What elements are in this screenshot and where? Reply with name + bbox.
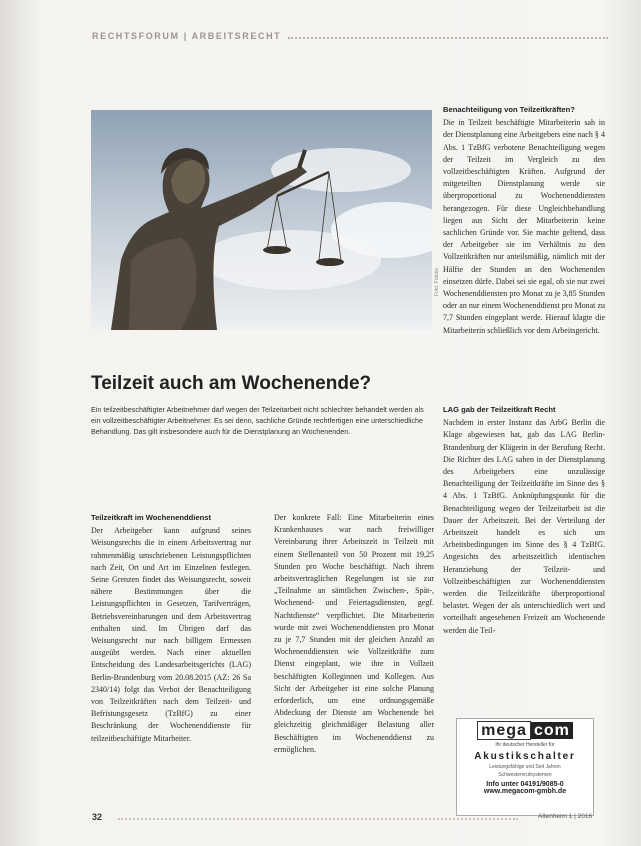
- ad-line-2: Schwesternrufsystemen: [498, 772, 552, 778]
- ad-product: Akustikschalter: [474, 751, 576, 762]
- column-2-text: Der konkrete Fall: Eine Mitarbeiterin eines Krankenhauses war nach freiwilliger Vereinbarung ihrer Arbeitszeit in Teilzeit mit einem Stellenanteil von 50 Prozent mit 19,25 Stunden pro Woche beschäftigt. Nach ihrem arbeitsvertraglichen Regelungen ist sie zur „Teilnahme an sämtlichen Zwischen-, Spät-, Wochenend- und Feiertagsdiensten, gegf. Nachtdienste“ verpflichtet. Die Mitarbeiterin wurde mit zwei Wochenenddiensten pro Monat zu je 7,7 Stunden mit der gleichen Anzahl an Wochenenddiensten wie Vollzeitkräfte zum Dienst eingeplant, wie ihre in Vollzeit beschäftigten Kolleginnen und Kollegen. Aus Sicht der Arbeitgeber ist eine solche Planung erforderlich, um eine ordnungsgemäße Abdeckung der Dienste am Wochenende bei gleichzeitig gleichmäßiger Belastung aller Beschäftigten im Wochenenddienst zu ermöglichen.: [274, 513, 434, 754]
- article-lead: Ein teilzeitbeschäftigter Arbeitnehmer darf wegen der Teilzeitarbeit nicht schlechter behandelt werden als ein vollzeitbeschäftigter Arbeitnehmer. Es sei denn, sachliche Gründe rechtfertigen eine unterschiedliche Behandlung. Das gilt insbesondere auch für die Dienstplanung an Wochenenden.: [91, 405, 424, 437]
- subheading-benachteiligung: Benachteiligung von Teilzeitkräften?: [443, 105, 575, 114]
- article-column-3-top: [443, 104, 605, 337]
- footer-dotted-rule: [118, 818, 518, 820]
- column-3a-text: Die in Teilzeit beschäftigte Mitarbeiterin sah in der Dienstplanung eine Arbeitgebers eine nach § 4 Abs. 1 TzBfG verbotene Benachteiligung wegen der Teilzeit im Vergleich zu den vollzeitbeschäftigten Kräften. Aufgrund der mitgeteilten Dienstplanung werde sie überproportional zu Wochenenddiensten herangezogen. Für diese Ungleichbehandlung liegen aus Sicht der Mitarbeiterin keine sachlichen Gründe vor. Sie machte geltend, dass der Arbeitgeber sie im Verhältnis zu den Vollzeitkräften nur anteilsmäßig, nämlich mit der Hälfte der Stunden an den Wochenenden einsetzen dürfe. Dabei sei sie egal, ob sie nur zwei Wochenenddiensten pro Monat zu je 3,85 Stunden oder an nur einem Wochenenddienst pro Monat zu 7,7 Stunden eingeplant werde. Hierauf klagte die Mitarbeiterin schließlich vor dem Arbeitsgericht.: [443, 118, 605, 335]
- page-number: 32: [92, 812, 103, 822]
- subheading-lag: LAG gab der Teilzeitkraft Recht: [443, 405, 556, 414]
- magazine-issue: Altenheim 1 | 2016: [538, 813, 593, 820]
- article-title: Teilzeit auch am Wochenende?: [91, 373, 372, 394]
- justitia-photo: [91, 110, 432, 330]
- column-1-text: Der Arbeitgeber kann aufgrund seines Weisungsrechts die in einem Arbeitsvertrag nur rahmenmäßig umschriebenen Leistungspflichten nach Zeit, Ort und Art im Einzelnen festlegen. Seine Grenzen findet das Weisungsrecht, soweit nähere Bestimmungen über die Leistungspflichten in Gesetzen, Tarifverträgen, Betriebsvereinbarungen und dem Arbeitsvertrag enthalten sind. Im Übrigen darf das Weisungsrecht nur nach billigem Ermessen ausgeübt werden. Nach einer aktuellen Entscheidung des Landesarbeitsgerichts (LAG) Berlin-Brandenburg vom 20.08.2015 (AZ: 26 Sa 2340/14) folgt das Verbot der Benachteiligung von Teilzeitkräften nach dem Teilzeit- und Befristungsgesetz (TzBfG) zu einer Beschränkung der Wochenenddienste für teilzeitbeschäftigte Mitarbeiter.: [91, 526, 251, 743]
- article-column-1: [91, 512, 251, 745]
- article-column-2: [274, 512, 434, 756]
- megacom-advertisement[interactable]: [456, 718, 594, 816]
- ad-website-link[interactable]: www.megacom-gmbh.de: [483, 788, 567, 795]
- ad-tagline: Ihr deutscher Hersteller für: [495, 742, 555, 748]
- ad-phone: Info unter 04191/9085-0: [486, 781, 564, 788]
- justitia-illustration: [91, 110, 432, 330]
- column-3b-text: Nachdem in erster Instanz das ArbG Berlin die Klage abgewiesen hat, gab das LAG Berlin-Brandenburg der Klägerin in der Berufung Recht. Die Richter des LAG sahen in der Dienstplanung des Arbeitgebers eine unzulässige Benachteiligung der Teilzeitkräfte im Sinne des § 4 Abs. 1 TzBfG. Anknüpfungspunkt für die Benachteiligung wegen der Teilzeitarbeit ist die Dauer der Arbeitszeit. Bei der Verteilung der Arbeitszeit handelt es sich um Arbeitsbedingungen im Sinne des § 4 TzBfG. Angesichts des arbeitszeitlich identischen Heranziehung der Teilzeit- und Vollzeitbeschäftigten zur Wochenenddiensten werden die Teilzeitkräfte überproportional belastet. Wegen der als unterschiedlich wert und vorteilhaft angesehenen Freizeit am Wochenende werden die Teil-: [443, 418, 605, 635]
- article-column-3-bottom: [443, 404, 605, 637]
- photo-credit: Foto: Fotolia: [434, 268, 440, 296]
- ad-line-1: Leistungsfähige und Seit Jahren: [489, 764, 561, 770]
- subheading-wochenenddienst: Teilzeitkraft im Wochenenddienst: [91, 513, 211, 522]
- section-header: RECHTSFORUM | ARBEITSRECHT: [92, 31, 282, 41]
- megacom-logo: mega com: [457, 722, 593, 740]
- header-dotted-rule: [288, 37, 608, 39]
